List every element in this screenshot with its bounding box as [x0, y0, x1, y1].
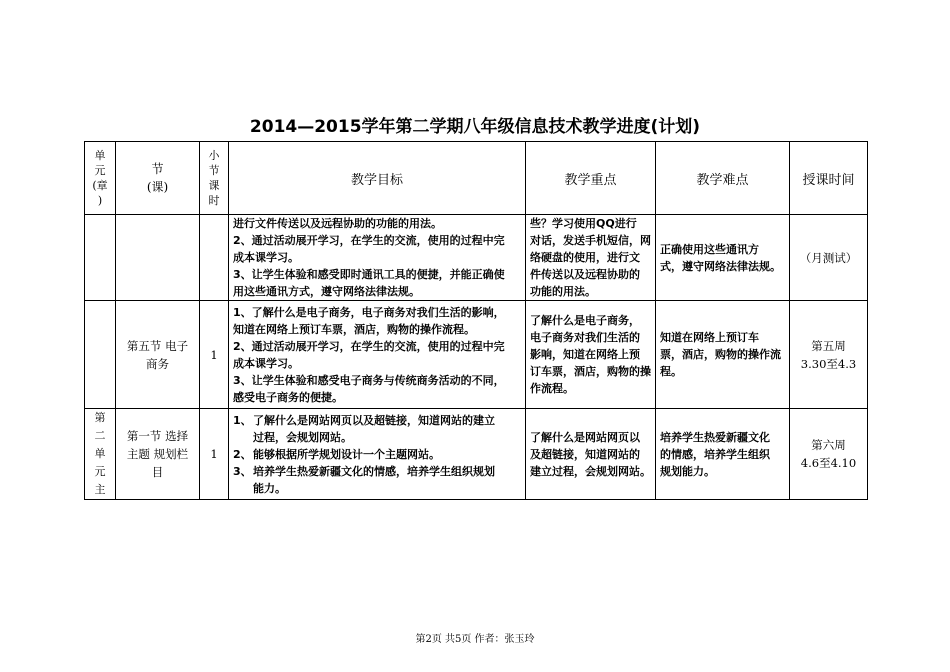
header-goal: 教学目标 [229, 142, 526, 215]
row2-unit [85, 301, 116, 409]
row2-section: 第五节 电子 商务 [116, 301, 200, 409]
row1-section [116, 215, 200, 301]
row1-unit [85, 215, 116, 301]
row2-goal: 1、了解什么是电子商务，电子商务对我们生活的影响， 知道在网络上预订车票，酒店，购物的操作流程。 2、通过活动展开学习，在学生的交流，使用的过程中完 成本课学习。 3、让学生体验和感受电子商务与传统商务活动的不同， 感受电子商务的便捷。 [229, 301, 526, 409]
table-row [85, 215, 868, 301]
header-section: 节 (课) [116, 142, 200, 215]
table-header-row [85, 142, 868, 215]
row3-unit: 第 二 单 元 主 [85, 409, 116, 500]
row3-goal: 1、了解什么是网站网页以及超链接，知道网站的建立 过程，会规划网站。 2、能够根据所学规划设计一个主题网站。 3、培养学生热爱新疆文化的情感，培养学生组织规划 能力。 [229, 409, 526, 500]
row1-goal: 进行文件传送以及远程协助的功能的用法。 2、通过活动展开学习，在学生的交流，使用的过程中完 成本课学习。 3、让学生体验和感受即时通讯工具的便捷，并能正确使 用这些通讯方式，遵守网络法律法规。 [229, 215, 526, 301]
row3-difficult: 培养学生热爱新疆文化 的情感，培养学生组织 规划能力。 [656, 409, 790, 500]
row2-difficult: 知道在网络上预订车 票，酒店，购物的操作流 程。 [656, 301, 790, 409]
row1-time: （月测试） [790, 215, 868, 301]
row3-time: 第六周 4.6至4.10 [790, 409, 868, 500]
row3-hours: 1 [200, 409, 229, 500]
header-hours: 小 节 课 时 [200, 142, 229, 215]
header-time: 授课时间 [790, 142, 868, 215]
row2-time: 第五周 3.30至4.3 [790, 301, 868, 409]
page-title: 2014—2015学年第二学期八年级信息技术教学进度(计划) [249, 117, 701, 137]
table-row [85, 409, 868, 500]
row3-key: 了解什么是网站网页以 及超链接，知道网站的 建立过程，会规划网站。 [526, 409, 656, 500]
header-key: 教学重点 [526, 142, 656, 215]
page-footer: 第2页 共5页 作者：张玉玲 [415, 634, 535, 645]
row1-key: 些？学习使用QQ进行 对话，发送手机短信，网 络硬盘的使用，进行文 件传送以及远程协助的 功能的用法。 [526, 215, 656, 301]
row2-hours: 1 [200, 301, 229, 409]
row2-key: 了解什么是电子商务， 电子商务对我们生活的 影响，知道在网络上预 订车票，酒店，购物的操 作流程。 [526, 301, 656, 409]
header-difficult: 教学难点 [656, 142, 790, 215]
header-unit: 单 元 (章 ) [85, 142, 116, 215]
schedule-table [84, 141, 868, 500]
row1-difficult: 正确使用这些通讯方 式，遵守网络法律法规。 [656, 215, 790, 301]
table-row [85, 301, 868, 409]
row3-section: 第一节 选择 主题 规划栏 目 [116, 409, 200, 500]
row1-hours [200, 215, 229, 301]
